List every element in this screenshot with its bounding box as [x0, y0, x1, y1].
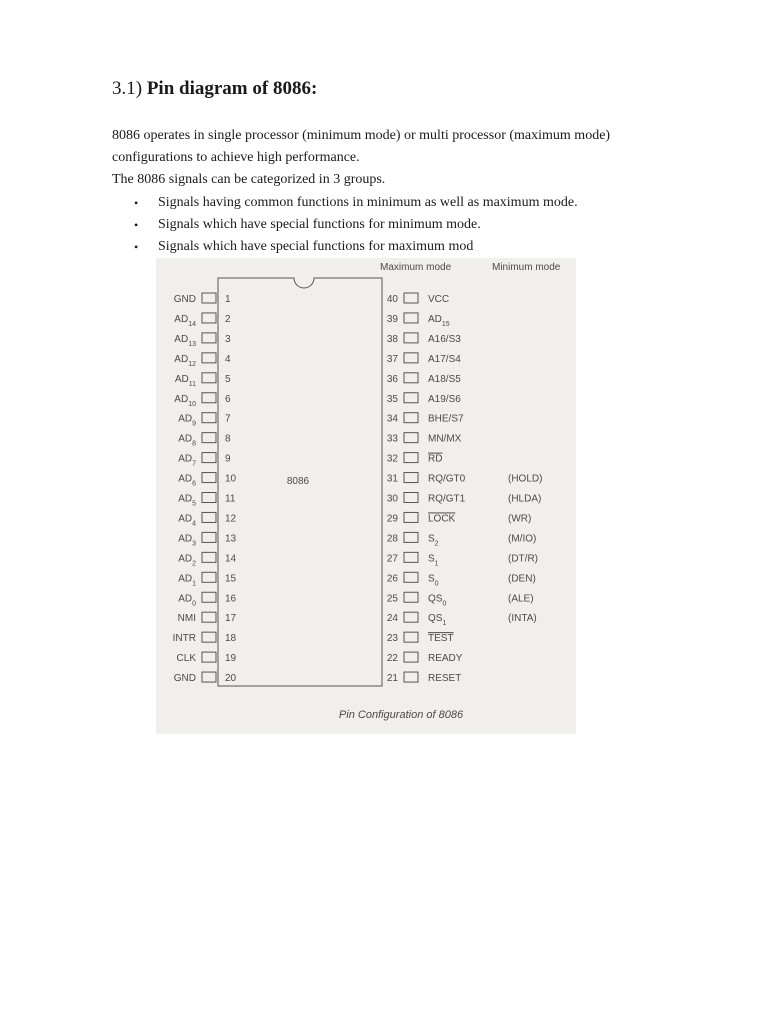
pin-box: [404, 652, 418, 662]
pin-name-label: $AD_3$: [178, 533, 196, 547]
pin-min-mode-label: (HOLD): [508, 473, 543, 485]
pin-number-label: 40: [386, 294, 398, 305]
bullet-icon: •: [134, 196, 139, 210]
pin-box: [404, 632, 418, 642]
pin-box: [202, 433, 216, 443]
pin-min-mode-label: (ALE): [508, 593, 534, 605]
pin-box: [404, 453, 418, 463]
pin-min-mode-label: (DEN): [508, 573, 536, 585]
pin-box: [202, 313, 216, 323]
pin-number-label: 27: [386, 553, 398, 565]
pin-name-label: NMI: [177, 613, 196, 625]
pin-box: [202, 413, 216, 423]
pin-number-label: 7: [225, 413, 231, 425]
pin-number-label: 1: [225, 294, 231, 305]
pin-number-label: 4: [225, 353, 231, 365]
pin-number-label: 18: [225, 633, 237, 645]
pin-box: [404, 413, 418, 423]
pin-box: [202, 333, 216, 343]
pin-number-label: 21: [386, 673, 398, 685]
pin-name-label: $AD_6$: [178, 473, 196, 488]
pin-box: [404, 592, 418, 602]
pin-name-label: $AD_5$: [178, 493, 196, 507]
pin-number-label: 12: [225, 513, 237, 525]
pin-box: [202, 532, 216, 542]
section-number: 3.1): [112, 78, 143, 99]
pin-number-label: 19: [225, 653, 237, 665]
figure-caption: Pin Configuration of 8086: [338, 709, 464, 721]
pin-min-mode-label: (INTA): [508, 613, 537, 625]
pin-min-mode-label: (HLDA): [508, 493, 542, 505]
pin-number-label: 38: [386, 333, 398, 345]
pin-name-label: RESET: [428, 673, 462, 685]
pin-number-label: 29: [386, 513, 398, 525]
intro-line-3: The 8086 signals can be categorized in 3 groups.: [112, 172, 386, 187]
pin-name-label: $AD_{12}$: [174, 353, 196, 368]
pin-name-label: A18/S5: [428, 373, 461, 385]
pin-box: [404, 313, 418, 323]
pin-number-label: 3: [225, 333, 231, 345]
pin-diagram: [156, 258, 576, 734]
pin-box: [404, 293, 418, 303]
pin-box: [202, 512, 216, 522]
pin-number-label: 24: [386, 613, 398, 625]
pin-number-label: 36: [386, 373, 398, 385]
pin-number-label: 14: [225, 553, 237, 565]
pin-name-label: A19/S6: [428, 393, 461, 405]
pin-box: [202, 473, 216, 483]
signal-group-list: [134, 192, 578, 258]
pin-name-label: $QS_1$: [428, 613, 447, 627]
pin-box: [404, 512, 418, 522]
pin-box: [202, 353, 216, 363]
pin-number-label: 35: [386, 393, 398, 405]
pin-name-label: MN/MX: [428, 433, 462, 445]
list-item-text: Signals which have special functions for minimum mode.: [158, 217, 481, 232]
pin-box: [404, 493, 418, 503]
pin-name-label: $AD_1$: [178, 573, 196, 587]
pin-box: [202, 552, 216, 562]
pin-name-label: LOCK: [428, 513, 456, 525]
list-item: [134, 214, 578, 236]
pin-name-label: $AD_7$: [178, 453, 196, 468]
pin-name-label: BHE/S7: [428, 413, 464, 425]
pin-name-label: CLK: [176, 653, 196, 665]
pin-name-label: $AD_{10}$: [174, 393, 196, 408]
pin-box: [404, 672, 418, 682]
pin-name-label: $AD_4$: [178, 513, 196, 527]
pin-name-label: $AD_{14}$: [174, 313, 196, 328]
pin-box: [202, 592, 216, 602]
pin-number-label: 9: [225, 453, 231, 465]
list-item-text: Signals having common functions in minimum as well as maximum mode.: [158, 195, 578, 210]
pin-number-label: 34: [386, 413, 398, 425]
pin-box: [404, 532, 418, 542]
pin-box: [202, 652, 216, 662]
pin-box: [404, 552, 418, 562]
pin-box: [202, 373, 216, 383]
pin-name-label: $AD_{11}$: [174, 373, 196, 388]
list-item: [134, 236, 578, 258]
pin-box: [202, 453, 216, 463]
pin-number-label: 33: [386, 433, 398, 445]
pin-box: [202, 493, 216, 503]
chip-label: 8086: [286, 476, 310, 487]
pin-box: [404, 393, 418, 403]
pin-box: [404, 333, 418, 343]
maximum-mode-header: Maximum mode: [380, 262, 452, 273]
pin-number-label: 37: [386, 353, 398, 365]
pin-name-label: TEST: [428, 633, 454, 645]
pin-name-label: GND: [173, 294, 196, 305]
intro-line-2: configurations to achieve high performance.: [112, 150, 360, 165]
pin-number-label: 10: [225, 473, 237, 485]
pin-name-label: READY: [428, 653, 463, 665]
pin-number-label: 11: [225, 493, 236, 505]
pin-name-label: RQ/GT0: [428, 473, 466, 485]
pin-number-label: 16: [225, 593, 237, 605]
pin-number-label: 39: [386, 313, 398, 325]
pin-box: [404, 572, 418, 582]
pin-name-label: $AD_{13}$: [174, 333, 196, 348]
list-item-text: Signals which have special functions for maximum mod: [158, 239, 474, 254]
pin-number-label: 13: [225, 533, 237, 545]
pin-name-label: $AD_{15}$: [428, 313, 450, 328]
pin-min-mode-label: (M/IO): [508, 533, 537, 545]
pin-box: [202, 672, 216, 682]
pin-name-label: RD: [428, 453, 443, 465]
pin-box: [404, 353, 418, 363]
pin-box: [404, 612, 418, 622]
pin-box: [202, 632, 216, 642]
list-item: [134, 192, 578, 214]
pin-name-label: $S_2$: [428, 533, 439, 547]
pin-name-label: $AD_0$: [178, 593, 196, 607]
pin-name-label: $AD_9$: [178, 413, 196, 428]
bullet-icon: •: [134, 240, 139, 254]
pin-number-label: 25: [386, 593, 398, 605]
pin-box: [202, 612, 216, 622]
pin-number-label: 17: [225, 613, 237, 625]
pin-number-label: 28: [386, 533, 398, 545]
pin-name-label: $QS_0$: [428, 593, 447, 607]
pin-number-label: 15: [225, 573, 237, 585]
pin-number-label: 22: [386, 653, 398, 665]
pin-number-label: 8: [225, 433, 231, 445]
pin-name-label: $S_1$: [428, 553, 439, 567]
pin-number-label: 6: [225, 393, 231, 405]
pin-number-label: 30: [386, 493, 398, 505]
pin-box: [202, 572, 216, 582]
pin-name-label: RQ/GT1: [428, 493, 466, 505]
pin-min-mode-label: (DT/R): [508, 553, 538, 565]
pin-box: [202, 293, 216, 303]
bullet-icon: •: [134, 218, 139, 232]
pin-name-label: VCC: [428, 294, 450, 305]
pin-box: [404, 433, 418, 443]
pins-group: [173, 293, 543, 684]
intro-line-1: 8086 operates in single processor (minimum mode) or multi processor (maximum mode): [112, 128, 611, 143]
pin-name-label: $AD_2$: [178, 553, 196, 567]
pin-box: [202, 393, 216, 403]
pin-name-label: A17/S4: [428, 353, 461, 365]
pin-box: [404, 373, 418, 383]
pin-number-label: 5: [225, 373, 231, 385]
pin-name-label: A16/S3: [428, 333, 461, 345]
pin-number-label: 20: [225, 673, 237, 685]
pin-box: [404, 473, 418, 483]
section-title: Pin diagram of 8086:: [146, 78, 318, 99]
pin-number-label: 31: [386, 473, 398, 485]
pin-name-label: INTR: [172, 633, 196, 645]
pin-number-label: 26: [386, 573, 398, 585]
pin-name-label: GND: [173, 673, 196, 685]
pin-number-label: 2: [225, 313, 231, 325]
pin-configuration-figure: [156, 258, 576, 734]
minimum-mode-header: Minimum mode: [492, 262, 561, 273]
pin-min-mode-label: (WR): [508, 513, 532, 525]
pin-number-label: 32: [386, 453, 398, 465]
section-heading: [112, 78, 317, 100]
pin-name-label: $AD_8$: [178, 433, 196, 448]
pin-number-label: 23: [386, 633, 398, 645]
pin-name-label: $S_0$: [428, 573, 439, 587]
